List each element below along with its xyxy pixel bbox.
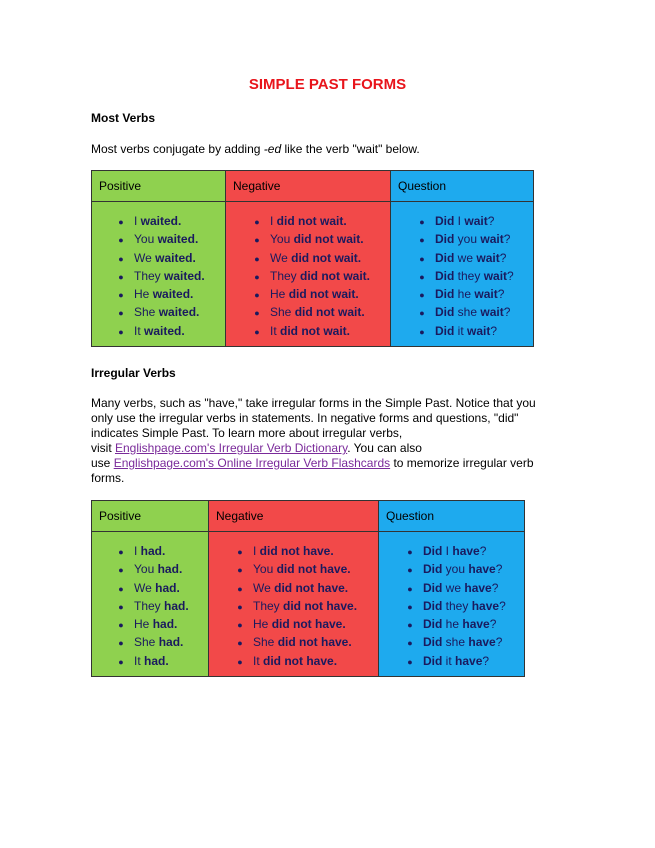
subject: You: [134, 232, 158, 247]
subject: I: [454, 214, 465, 228]
header-positive: Positive: [92, 501, 209, 532]
bullet-icon: ●: [254, 253, 260, 264]
irregular-verb-dictionary-link[interactable]: Englishpage.com's Irregular Verb Dictionary: [115, 441, 348, 455]
bullet-icon: ●: [237, 583, 243, 594]
punctuation: ?: [482, 653, 490, 668]
list-item: [403, 597, 524, 615]
subject: she: [442, 635, 469, 650]
punctuation: ?: [503, 232, 511, 247]
punctuation: .: [181, 323, 185, 338]
list-item: [114, 652, 208, 670]
list-item: [114, 560, 208, 578]
also-text: . You can also: [347, 441, 422, 455]
bullet-icon: ●: [419, 308, 425, 319]
bullet-icon: ●: [419, 253, 425, 264]
verb: waited: [158, 305, 197, 320]
header-negative: Negative: [209, 501, 379, 532]
bullet-icon: ●: [254, 217, 260, 227]
list-item: [250, 285, 390, 303]
verb: did not wait: [300, 268, 367, 283]
table-body-row: [92, 532, 525, 677]
bullet-icon: ●: [407, 620, 413, 631]
punctuation: .: [343, 214, 347, 228]
list-item: [250, 230, 390, 248]
subject: She: [253, 635, 278, 650]
question-forms-list: [415, 202, 533, 346]
verb: have: [464, 580, 492, 595]
punctuation: .: [192, 250, 196, 265]
bullet-icon: ●: [237, 620, 243, 631]
verb: had: [140, 544, 163, 558]
punctuation: .: [348, 635, 352, 650]
verb: did not wait: [288, 287, 356, 302]
table-header-row: [92, 171, 534, 202]
list-item: [114, 267, 225, 285]
verb: did not wait: [280, 323, 347, 338]
subject: it: [442, 653, 456, 668]
visit-text: visit: [91, 441, 115, 455]
list-item: [415, 267, 533, 285]
list-item: [233, 560, 378, 578]
bullet-icon: ●: [407, 583, 413, 594]
verb: did not have: [274, 580, 345, 595]
subject: he: [454, 287, 475, 302]
verb: did not wait: [276, 214, 344, 228]
bullet-icon: ●: [407, 638, 413, 649]
bullet-icon: ●: [254, 308, 260, 319]
list-item: [114, 303, 225, 321]
punctuation: ?: [479, 544, 487, 558]
subject: it: [454, 323, 468, 338]
list-item: [415, 322, 533, 340]
bullet-icon: ●: [118, 638, 124, 649]
bullet-icon: ●: [118, 656, 124, 667]
verb: did not have: [263, 653, 334, 668]
list-item: [250, 212, 390, 230]
punctuation: .: [353, 598, 358, 613]
punctuation: .: [342, 617, 346, 632]
auxiliary: Did: [435, 250, 455, 265]
header-positive: Positive: [92, 171, 226, 202]
bullet-icon: ●: [237, 638, 243, 649]
punctuation: .: [165, 653, 169, 668]
subject: I: [270, 214, 277, 228]
auxiliary: Did: [435, 305, 455, 320]
subject: they: [454, 268, 484, 283]
bullet-icon: ●: [118, 253, 124, 264]
punctuation: ?: [487, 214, 495, 228]
subject: You: [253, 562, 277, 577]
subject: She: [270, 305, 295, 320]
bullet-icon: ●: [254, 271, 260, 282]
verb: did not have: [277, 635, 349, 650]
verb: had: [158, 635, 181, 650]
subject: We: [134, 250, 156, 265]
punctuation: .: [162, 544, 166, 558]
list-item: [114, 212, 225, 230]
list-item: [114, 285, 225, 303]
bullet-icon: ●: [407, 656, 413, 667]
punctuation: .: [360, 232, 364, 247]
punctuation: .: [190, 287, 194, 302]
list-item: [233, 597, 378, 615]
list-item: [403, 542, 524, 560]
punctuation: .: [178, 562, 183, 577]
punctuation: .: [174, 617, 178, 632]
auxiliary: Did: [423, 598, 443, 613]
punctuation: .: [346, 323, 351, 338]
punctuation: ?: [490, 323, 498, 338]
subject: They: [253, 598, 284, 613]
punctuation: .: [357, 250, 362, 265]
punctuation: ?: [495, 562, 503, 577]
use-text: use: [91, 456, 114, 470]
punctuation: ?: [495, 635, 503, 650]
list-item: [233, 579, 378, 597]
verb: waited: [144, 323, 182, 338]
verb: have: [452, 544, 480, 558]
bullet-icon: ●: [407, 565, 413, 576]
subject: I: [134, 214, 141, 228]
auxiliary: Did: [435, 214, 455, 228]
subject: It: [134, 653, 145, 668]
subject: you: [442, 562, 469, 577]
list-item: [403, 652, 524, 670]
bullet-icon: ●: [419, 271, 425, 282]
auxiliary: Did: [423, 635, 443, 650]
subject: It: [270, 323, 281, 338]
subject: I: [253, 544, 260, 558]
bullet-icon: ●: [118, 308, 124, 319]
subject: It: [253, 653, 264, 668]
verb: had: [152, 617, 175, 632]
verb: waited: [164, 268, 202, 283]
positive-forms-list: [114, 202, 225, 346]
section-heading-most-verbs: Most Verbs: [91, 111, 156, 125]
subject: we: [442, 580, 465, 595]
list-item: [233, 542, 378, 560]
subject: She: [134, 635, 159, 650]
section-heading-irregular-verbs: Irregular Verbs: [91, 366, 176, 380]
subject: we: [454, 250, 477, 265]
have-conjugation-table: [91, 500, 525, 677]
verb: wait: [476, 250, 500, 265]
bullet-icon: ●: [237, 547, 243, 557]
punctuation: .: [347, 562, 351, 577]
subject: We: [270, 250, 292, 265]
subject: He: [253, 617, 272, 632]
punctuation: ?: [499, 598, 506, 613]
header-question: Question: [391, 171, 534, 202]
punctuation: .: [194, 232, 199, 247]
header-question: Question: [379, 501, 525, 532]
verb: had: [157, 562, 179, 577]
verb: have: [468, 562, 496, 577]
bullet-icon: ●: [254, 235, 260, 246]
subject: you: [454, 232, 481, 247]
list-item: [250, 303, 390, 321]
list-item: [233, 633, 378, 651]
list-item: [415, 212, 533, 230]
list-item: [114, 230, 225, 248]
memorize-text: to memorize irregular verb forms.: [91, 456, 534, 485]
auxiliary: Did: [423, 580, 443, 595]
verb: did not wait: [293, 232, 361, 247]
auxiliary: Did: [423, 617, 443, 632]
intro-text: Most verbs conjugate by adding: [91, 142, 264, 156]
bullet-icon: ●: [407, 547, 413, 557]
subject: We: [134, 580, 156, 595]
table-body-row: [92, 202, 534, 347]
bullet-icon: ●: [118, 547, 124, 557]
bullet-icon: ●: [118, 565, 124, 576]
list-item: [114, 633, 208, 651]
punctuation: ?: [489, 617, 497, 632]
list-item: [415, 249, 533, 267]
irregular-verb-flashcards-link[interactable]: Englishpage.com's Online Irregular Verb Flashcards: [113, 456, 391, 470]
verb: waited: [140, 214, 179, 228]
list-item: [415, 303, 533, 321]
auxiliary: Did: [423, 562, 443, 577]
positive-forms-list: [114, 532, 208, 676]
bullet-icon: ●: [118, 601, 124, 612]
list-item: [250, 267, 390, 285]
bullet-icon: ●: [237, 656, 243, 667]
bullet-icon: ●: [254, 290, 260, 301]
irregular-intro-text: Many verbs, such as "have," take irregular forms in the Simple Past. Notice that you only use the irregular verbs in statements. In negative forms and questions, "did" indicates Simple Past. To learn more about irregular verbs,: [91, 396, 536, 440]
subject: she: [454, 305, 481, 320]
verb: waited: [155, 250, 193, 265]
negative-forms-list: [250, 202, 390, 346]
list-item: [114, 615, 208, 633]
list-item: [233, 615, 378, 633]
intro-text-end: like the verb "wait" below.: [281, 142, 420, 156]
verb: did not wait: [294, 305, 362, 320]
bullet-icon: ●: [419, 235, 425, 246]
verb: wait: [474, 287, 498, 302]
verb: did not have: [276, 562, 348, 577]
subject: They: [134, 598, 165, 613]
bullet-icon: ●: [254, 326, 260, 337]
list-item: [403, 633, 524, 651]
verb: wait: [480, 305, 504, 320]
verb: wait: [483, 268, 508, 283]
punctuation: .: [178, 214, 182, 228]
list-item: [114, 322, 225, 340]
verb: wait: [464, 214, 488, 228]
verb: had: [164, 598, 186, 613]
list-item: [415, 285, 533, 303]
bullet-icon: ●: [118, 583, 124, 594]
auxiliary: Did: [435, 268, 455, 283]
negative-forms-list: [233, 532, 378, 676]
punctuation: .: [180, 635, 184, 650]
subject: They: [134, 268, 165, 283]
table-header-row: [92, 501, 525, 532]
auxiliary: Did: [435, 232, 455, 247]
bullet-icon: ●: [118, 290, 124, 301]
punctuation: .: [201, 268, 205, 283]
verb: wait: [467, 323, 491, 338]
subject: It: [134, 323, 145, 338]
bullet-icon: ●: [118, 620, 124, 631]
list-item: [403, 615, 524, 633]
punctuation: .: [333, 653, 338, 668]
punctuation: .: [176, 580, 180, 595]
list-item: [250, 322, 390, 340]
subject: he: [442, 617, 463, 632]
list-item: [403, 560, 524, 578]
subject: He: [270, 287, 289, 302]
list-item: [114, 542, 208, 560]
verb: have: [462, 617, 490, 632]
punctuation: .: [366, 268, 371, 283]
punctuation: .: [355, 287, 359, 302]
verb: did not have: [283, 598, 354, 613]
bullet-icon: ●: [407, 601, 413, 612]
bullet-icon: ●: [118, 217, 124, 227]
bullet-icon: ●: [419, 217, 425, 227]
bullet-icon: ●: [419, 326, 425, 337]
bullet-icon: ●: [419, 290, 425, 301]
verb: did not wait: [291, 250, 358, 265]
verb: had: [155, 580, 177, 595]
verb: wait: [480, 232, 504, 247]
list-item: [250, 249, 390, 267]
bullet-icon: ●: [118, 326, 124, 337]
verb: did not have: [271, 617, 343, 632]
subject: You: [270, 232, 294, 247]
list-item: [114, 249, 225, 267]
bullet-icon: ●: [118, 271, 124, 282]
auxiliary: Did: [435, 323, 455, 338]
subject: You: [134, 562, 158, 577]
punctuation: ?: [497, 287, 505, 302]
punctuation: .: [344, 580, 349, 595]
punctuation: ?: [503, 305, 511, 320]
verb: waited: [157, 232, 195, 247]
verb: have: [455, 653, 483, 668]
subject: She: [134, 305, 159, 320]
punctuation: ?: [491, 580, 499, 595]
subject: They: [270, 268, 301, 283]
list-item: [415, 230, 533, 248]
page-title: SIMPLE PAST FORMS: [248, 76, 407, 93]
punctuation: .: [330, 544, 334, 558]
subject: We: [253, 580, 275, 595]
punctuation: .: [196, 305, 200, 320]
verb: had: [144, 653, 166, 668]
header-negative: Negative: [226, 171, 391, 202]
bullet-icon: ●: [237, 565, 243, 576]
most-verbs-intro: [91, 142, 551, 157]
verb: did not have: [259, 544, 331, 558]
list-item: [114, 579, 208, 597]
subject: He: [134, 617, 153, 632]
bullet-icon: ●: [118, 235, 124, 246]
punctuation: ?: [507, 268, 514, 283]
bullet-icon: ●: [237, 601, 243, 612]
auxiliary: Did: [423, 653, 443, 668]
verb: have: [468, 635, 496, 650]
irregular-verbs-intro: [91, 396, 551, 486]
punctuation: .: [185, 598, 189, 613]
intro-suffix: -ed: [263, 142, 282, 156]
list-item: [233, 652, 378, 670]
list-item: [403, 579, 524, 597]
subject: He: [134, 287, 153, 302]
subject: I: [134, 544, 141, 558]
subject: they: [442, 598, 472, 613]
verb: have: [471, 598, 500, 613]
punctuation: ?: [499, 250, 507, 265]
auxiliary: Did: [435, 287, 455, 302]
list-item: [114, 597, 208, 615]
verb: waited: [152, 287, 191, 302]
question-forms-list: [403, 532, 524, 676]
punctuation: .: [361, 305, 365, 320]
subject: I: [442, 544, 453, 558]
auxiliary: Did: [423, 544, 443, 558]
wait-conjugation-table: [91, 170, 534, 347]
